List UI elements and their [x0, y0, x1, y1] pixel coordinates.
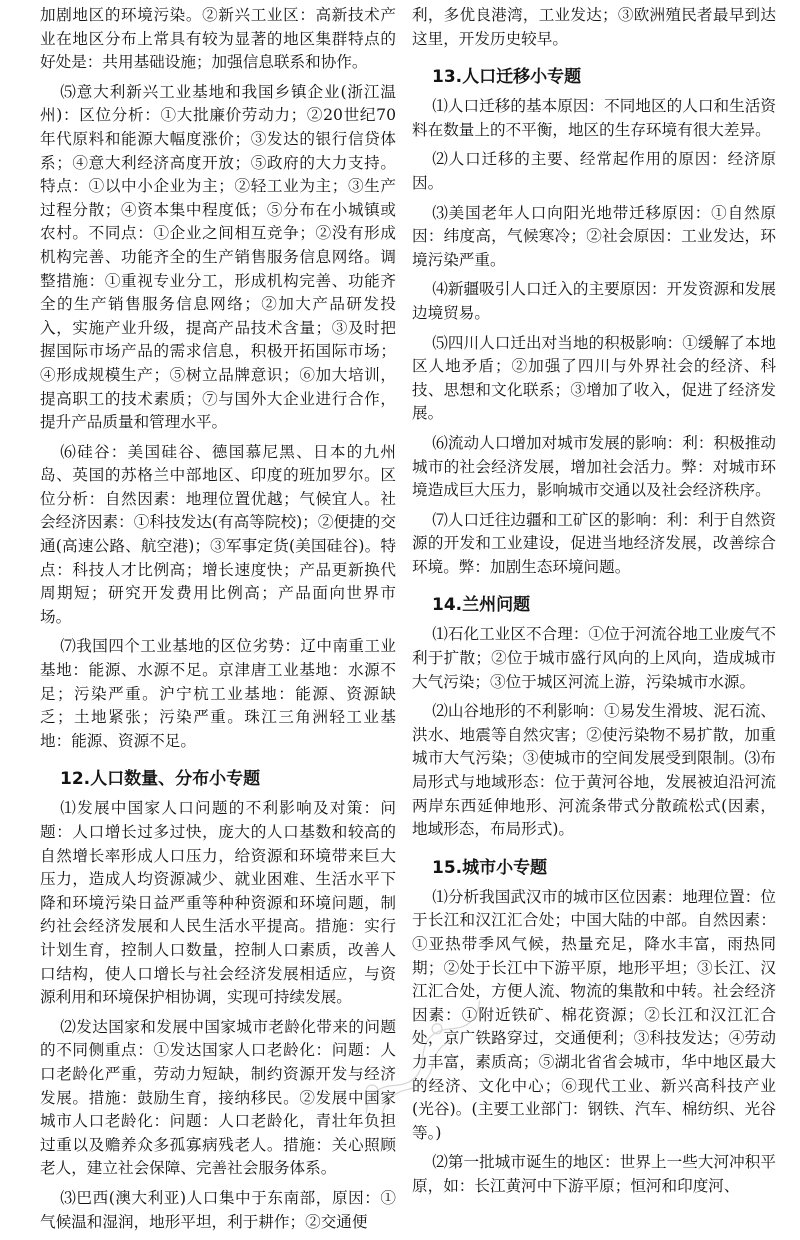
- paragraph: ⑸意大利新兴工业基地和我国乡镇企业(浙江温州)：区位分析：①大批廉价劳动力；②20世纪70年代原料和能源大幅度涨价；③发达的银行信贷体系；④意大利经济高度开放；⑤政府的大力支持。特点：①以中小企业为主；②轻工业为主；③生产过程分散；④资本集中程度低；⑤分布在小城镇或农村。不同点：①企业之间相互竞争；②没有形成机构完善、功能齐全的生产销售服务信息网络。调整措施：①重视专业分工，形成机构完善、功能齐全的生产销售服务信息网络；②加大产品研发投入，实施产业升级，提高产品技术含量；③及时把握国际市场产品的需求信息，积极开拓国际市场；④形成规模生产；⑤树立品牌意识；⑥加大培训，提高职工的技术素质；⑦与国外大企业进行合作，提升产品质量和管理水平。: [40, 82, 396, 432]
- paragraph: ⑴石化工业区不合理：①位于河流谷地工业废气不利于扩散；②位于城市盛行风向的上风向，造成城市大气污染；③位于城区河流上游，污染城市水源。: [412, 625, 776, 691]
- section-heading-12: 12.人口数量、分布小专题: [60, 769, 261, 790]
- paragraph: ⑴发展中国家人口问题的不利影响及对策：问题：人口增长过多过快，庞大的人口基数和较高的自然增长率形成人口压力，给资源和环境带来巨大压力，造成人均资源减少、就业困难、生活水平下降和环境污染日益严重等种种资源和环境问题，制约社会经济发展和人民生活水平提高。措施：实行计划生育，控制人口数量，控制人口素质，改善人口结构，使人口增长与社会经济发展相适应，与资源利用和环境保护相协调，实现可持续发展。: [40, 799, 396, 1007]
- paragraph: ⑶美国老年人口向阳光地带迁移原因：①自然原因：纬度高，气候寒冷；②社会原因：工业发达，环境污染严重。: [412, 203, 776, 269]
- paragraph: ⑴分析我国武汉市的城市区位因素：地理位置：位于长江和汉江汇合处；中国大陆的中部。自然因素：①亚热带季风气候，热量充足，降水丰富，雨热同期；②处于长江中下游平原，地形平坦；③长江、汉江汇合处，方便人流、物流的集散和中转。社会经济因素：①附近铁矿、棉花资源；②长江和汉江汇合处，京广铁路穿过，交通便利；③科技发达；④劳动力丰富，素质高；⑤湖北省省会城市，华中地区最大的经济、文化中心；⑥现代工业、新兴高科技产业(光谷)。(主要工业部门：钢铁、汽车、棉纺织、光谷等。): [412, 887, 776, 1142]
- paragraph: ⑵发达国家和发展中国家城市老龄化带来的问题的不同侧重点：①发达国家人口老龄化：问题：人口老龄化严重，劳动力短缺，制约资源开发与经济发展。措施：鼓励生育，接纳移民。②发展中国家城市人口老龄化：问题：人口老龄化，青壮年负担过重以及赡养众多孤寡病残老人。措施：关心照顾老人，建立社会保障、完善社会服务体系。: [40, 1017, 396, 1178]
- paragraph: ⑺人口迁往边疆和工矿区的影响：利：利于自然资源的开发和工业建设，促进当地经济发展，改善综合环境。弊：加剧生态环境问题。: [412, 510, 776, 576]
- section-heading-13: 13.人口迁移小专题: [432, 67, 582, 88]
- paragraph: ⑷新疆吸引人口迁入的主要原因：开发资源和发展边境贸易。: [412, 280, 776, 322]
- paragraph: ⑺我国四个工业基地的区位劣势：辽中南重工业基地：能源、水源不足。京津唐工业基地：水源不足；污染严重。沪宁杭工业基地：能源、资源缺乏；土地紧张；污染严重。珠江三角洲轻工业基地：能源、资源不足。: [40, 637, 396, 750]
- left-column: [40, 4, 396, 1240]
- paragraph: ⑹流动人口增加对城市发展的影响：利：积极推动城市的社会经济发展，增加社会活力。弊：对城市环境造成巨大压力，影响城市交通以及社会经济秩序。: [412, 433, 776, 500]
- paragraph: 利，多优良港湾，工业发达；③欧洲殖民者最早到达这里，开发历史较早。: [412, 6, 776, 48]
- paragraph: ⑹硅谷：美国硅谷、德国慕尼黑、日本的九州岛、英国的苏格兰中部地区、印度的班加罗尔。区位分析：自然因素：地理位置优越；气候宜人。社会经济因素：①科技发达(有高等院校)；②便捷的交通(高速公路、航空港)；③军事定货(美国硅谷)。特点：科技人才比例高；增长速度快；产品更新换代周期短；研究开发费用比例高；产品面向世界市场。: [40, 442, 396, 626]
- paragraph: ⑶巴西(澳大利亚)人口集中于东南部，原因：①气候温和湿润，地形平坦，利于耕作；②交通便: [40, 1188, 396, 1231]
- paragraph: ⑸四川人口迁出对当地的积极影响：①缓解了本地区人地矛盾；②加强了四川与外界社会的经济、科技、思想和文化联系；③增加了收入，促进了经济发展。: [412, 333, 776, 423]
- section-heading-15: 15.城市小专题: [432, 857, 548, 878]
- paragraph: 加剧地区的环境污染。②新兴工业区：高新技术产业在地区分布上常具有较为显著的地区集群特点的好处是：共用基础设施；加强信息联系和协作。: [40, 6, 396, 72]
- section-heading-14: 14.兰州问题: [432, 595, 531, 616]
- paragraph: ⑴人口迁移的基本原因：不同地区的人口和生活资料在数量上的不平衡，地区的生存环境有很大差异。: [412, 97, 776, 139]
- paragraph: ⑵人口迁移的主要、经常起作用的原因：经济原因。: [412, 150, 776, 192]
- right-column: [412, 4, 776, 1205]
- paragraph: ⑵第一批城市诞生的地区：世界上一些大河冲积平原，如：长江黄河中下游平原；恒河和印度河、: [412, 1153, 776, 1195]
- paragraph: ⑵山谷地形的不利影响：①易发生滑坡、泥石流、洪水、地震等自然灾害；②使污染物不易扩散，加重城市大气污染；③使城市的空间发展受到限制。⑶布局形式与地域形态：位于黄河谷地，发展被迫沿河流两岸东西延伸地形、河流条带式分散疏松式(因素，地域形态，布局形式)。: [412, 702, 776, 839]
